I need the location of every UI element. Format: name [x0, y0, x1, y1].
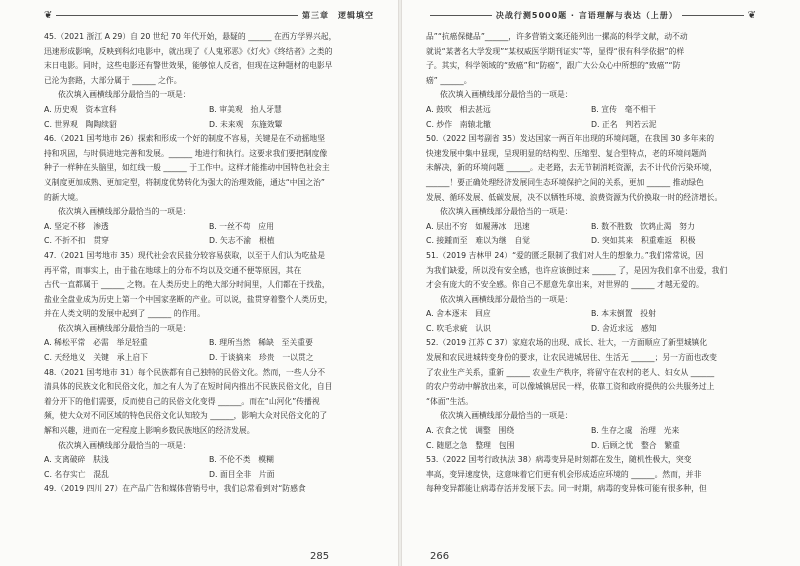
text-line: 率高，变异速度快，这意味着它们更有机会形成适应环境的 ______。然而，并非 — [426, 469, 702, 479]
left-page-header — [44, 4, 374, 26]
option: D. 后顾之忧 整合 繁重 — [591, 440, 680, 450]
text-line: 义制度更加成熟、更加定型，将制度优势转化为强大的治理效能，通达“中国之治” — [44, 177, 325, 187]
option: B. 数不胜数 饮鸩止渴 努力 — [591, 221, 695, 231]
text-line: 为我们缺爱，所以没有安全感，也许应该倒过来 ______ 了，是因为我们拿不出爱，我们 — [426, 265, 728, 275]
header-rule — [682, 15, 744, 16]
text-line: ______！要正确处理经济发展同生态环境保护之间的关系，更加 ______ 推动绿色 — [426, 177, 704, 187]
option-row — [426, 439, 756, 454]
option: A. 衣食之忧 调整 围绕 — [426, 426, 515, 436]
option: D. 面目全非 片面 — [209, 469, 275, 479]
text-line: 古代一直都属于 ______ 之物。在人类历史上的绝大部分时间里，人们都在于找盐， — [44, 280, 330, 290]
text-line: 着分开下的他们需要，反而使自己的民俗文化变得 ______。而在“山河化”传播视 — [44, 396, 320, 406]
question-prompt: 依次填入画横线部分最恰当的一项是： — [58, 90, 191, 100]
option: C. 吹毛求疵 认识 — [426, 323, 491, 333]
text-line: 每种变异都能让病毒存活并发展下去。同一时期，病毒的变异株可能有很多种，但 — [426, 484, 707, 494]
option: D. 突如其来 积重难返 积极 — [591, 236, 696, 246]
option-row — [426, 307, 756, 322]
text-line: 快速发展中集中显现，呈现明显的结构型、压缩型、复合型特点，老的环境问题尚 — [426, 148, 707, 158]
text-line: 盐业全盘业成为历史上第一个中国家垄断的产业。可以说，盐贯穿着整个人类历史， — [44, 294, 333, 304]
text-line: 清具体的民族文化和民俗文化，加之有人为了在短时间内推出不民族民俗文化，自目 — [44, 382, 333, 392]
text-line: 51.（2019 吉林甲 24）“爱的匮乏限制了我们对人生的想象力。”我们常常说，因 — [426, 250, 704, 260]
option-row — [44, 234, 374, 249]
text-line: 才会有庞大的不安全感。你自己不愿意先拿出来，对世界的 ______ 才越无爱的。 — [426, 280, 704, 290]
option: B. 本末倒置 投射 — [591, 309, 656, 319]
text-line: 47.（2021 国考地市 35）现代社会农民盐分较容易获取，以至于人们认为吃盐是 — [44, 250, 326, 260]
option-row — [44, 468, 374, 483]
option: B. 理所当然 稀缺 至关重要 — [209, 338, 313, 348]
chapter-title: 第三章 逻辑填空 — [302, 10, 374, 20]
text-line: 癌” ______。 — [426, 75, 472, 85]
text-line: 49.（2019 四川 27）在产品广告和媒体营销号中，我们总常看到对“防感食 — [44, 484, 306, 494]
text-line: 持和巩固，与时俱进地完善和发展。______ 地进行和执行。这要求我们要把制度像 — [44, 148, 328, 158]
left-page-text — [44, 30, 374, 497]
text-line: 再平常，而事实上，由于盐在地球上的分布不均以及交通不便等原因，其在 — [44, 265, 302, 275]
option-row — [426, 118, 756, 133]
option: B. 审美观 抬人牙慧 — [209, 104, 282, 114]
option-row — [426, 322, 756, 337]
right-page-header — [426, 4, 756, 26]
text-line: 频，使大众对不同区域的特色民俗文化认知较为 ______，影响大众对民俗文化的了 — [44, 411, 328, 421]
option: B. 不伦不类 模糊 — [209, 455, 274, 465]
option: B. 宣传 毫不相干 — [591, 104, 656, 114]
option: B. 生存之虞 治理 光来 — [591, 426, 680, 436]
option: A. 坚定不移 渗透 — [44, 221, 109, 231]
text-line: 的新大境。 — [44, 192, 83, 202]
option-row — [44, 336, 374, 351]
header-rule — [430, 15, 492, 16]
header-rule — [56, 15, 298, 16]
option: A. 支离破碎 肤浅 — [44, 455, 109, 465]
option: D. 未来观 东施效颦 — [209, 119, 283, 129]
option: D. 舍近求远 感知 — [591, 323, 657, 333]
text-line: 45.（2021 浙江 A 29）自 20 世纪 70 年代开始，悬疑的 ______ 在西方学界兴起， — [44, 32, 337, 41]
right-page-text — [426, 30, 756, 497]
option: C. 世界观 陶陶续貂 — [44, 119, 117, 129]
option: A. 层出不穷 如履薄冰 迅速 — [426, 221, 530, 231]
option: C. 炒作 南辕北辙 — [426, 119, 491, 129]
text-line: 并在人类文明的发展中起到了 ______ 的作用。 — [44, 309, 205, 319]
question-prompt: 依次填入画横线部分最恰当的一项是： — [440, 294, 573, 304]
option: C. 名存实亡 混乱 — [44, 469, 109, 479]
option: A. 稀松平常 必需 举足轻重 — [44, 338, 148, 348]
question-prompt: 依次填入画横线部分最恰当的一项是： — [58, 207, 191, 217]
page-number: 285 — [310, 551, 330, 562]
text-line: 品”“抗癌保健品”______，许多营销文案还能列出一摞高的科学文献，动不动 — [426, 32, 688, 41]
option: C. 随愿之急 整理 包围 — [426, 440, 515, 450]
question-prompt: 依次填入画横线部分最恰当的一项是： — [58, 323, 191, 333]
option-row — [44, 118, 374, 133]
text-line: 子。其实，科学领域的“致癌”和“防癌”，跟广大公众心中所想的“致癌”“防 — [426, 61, 681, 71]
option: A. 鼓吹 相去甚远 — [426, 104, 491, 114]
text-line: 46.（2021 国考地市 26）探索和形成一个好的制度不容易，关键是在不动摇地坚 — [44, 134, 326, 144]
question-prompt: 依次填入画横线部分最恰当的一项是： — [440, 207, 573, 217]
option-row — [44, 103, 374, 118]
page-number: 266 — [430, 551, 450, 562]
option: C. 不折不扣 贯穿 — [44, 236, 109, 246]
text-line: 50.（2022 国考副省 35）发达国家一两百年出现的环境问题，在我国 30 多年来的 — [426, 134, 715, 144]
option: A. 历史观 资本宣科 — [44, 104, 117, 114]
option-row — [44, 220, 374, 235]
text-line: 发展、循环发展、低碳发展，决不以牺牲环境、浪费资源为代价换取一时的经济增长。 — [426, 192, 723, 202]
option: C. 接踵而至 难以为继 自觉 — [426, 236, 530, 246]
option-row — [426, 103, 756, 118]
option: B. 一丝不苟 应用 — [209, 221, 274, 231]
text-line: 解和兴趣，进而在一定程度上影响乡数民族地区的经济发展。 — [44, 426, 255, 436]
option-row — [44, 351, 374, 366]
question-prompt: 依次填入画横线部分最恰当的一项是： — [440, 411, 573, 421]
ornament-icon: ❦ — [44, 9, 53, 21]
text-line: 发展和农民进城转变身份的要求，让农民进城居住、生活无 ______；另一方面也改变 — [426, 353, 717, 363]
option: D. 正名 判若云泥 — [591, 119, 657, 129]
text-line: 种子一样种在头脑里，如红线一般 ______ 于工作中。这样才能推动中国特色社会主 — [44, 163, 330, 173]
text-line: 就说“某著名大学发现”“某权威医学期刊证实”等，显得“很有科学依据”的样 — [426, 46, 685, 56]
option: A. 舍本逐末 回应 — [426, 309, 491, 319]
option: C. 天经地义 关键 承上启下 — [44, 353, 148, 363]
ornament-icon: ❦ — [747, 9, 757, 21]
option-row — [44, 453, 374, 468]
book-title: 决战行测5000题 · 言语理解与表达（上册） — [495, 10, 678, 20]
text-line: 53.（2022 国考行政执法 38）病毒变异是时刻都在发生，随机性极大，突变 — [426, 455, 692, 465]
text-line: 的农户劳动中解放出来，可以像城镇居民一样，依靠工资和政府提供的公共服务过上 — [426, 382, 715, 392]
text-line: 末日电影。同时，这些电影还有警世效果，能够惊人反省，但现在这种题材的电影早 — [44, 61, 333, 71]
right-page — [400, 0, 800, 566]
text-line: 未解决，新的环境问题 ______。走老路，去无节制消耗资源，去不计代价污染环境， — [426, 163, 717, 173]
text-line: 48.（2021 国考地市 31）每个民族都有自己独特的民俗文化。然而，一些人分不 — [44, 367, 326, 377]
option-row — [426, 234, 756, 249]
question-prompt: 依次填入画横线部分最恰当的一项是： — [440, 90, 573, 100]
text-line: 52.（2019 江苏 C 37）家庭农场的出现、成长、壮大，一方面顺应了新型城镇化 — [426, 338, 708, 348]
question-prompt: 依次填入画横线部分最恰当的一项是： — [58, 440, 191, 450]
option-row — [426, 220, 756, 235]
option-row — [426, 424, 756, 439]
option: D. 于谈摘来 珍贵 一以贯之 — [209, 353, 314, 363]
text-line: 迅速形成影响，反映到科幻电影中，就出现了《人鬼邪恶》《灯火》《终结者》之类的 — [44, 46, 333, 56]
text-line: “体面”生活。 — [426, 396, 474, 406]
text-line: 已沦为套路，大部分属于 ______ 之作。 — [44, 75, 182, 85]
option: D. 矢志不渝 根植 — [209, 236, 275, 246]
text-line: 了农业生产关系，重新 ______ 农业生产秩序，将留守在农村的老人、妇女从 ______ — [426, 367, 715, 377]
